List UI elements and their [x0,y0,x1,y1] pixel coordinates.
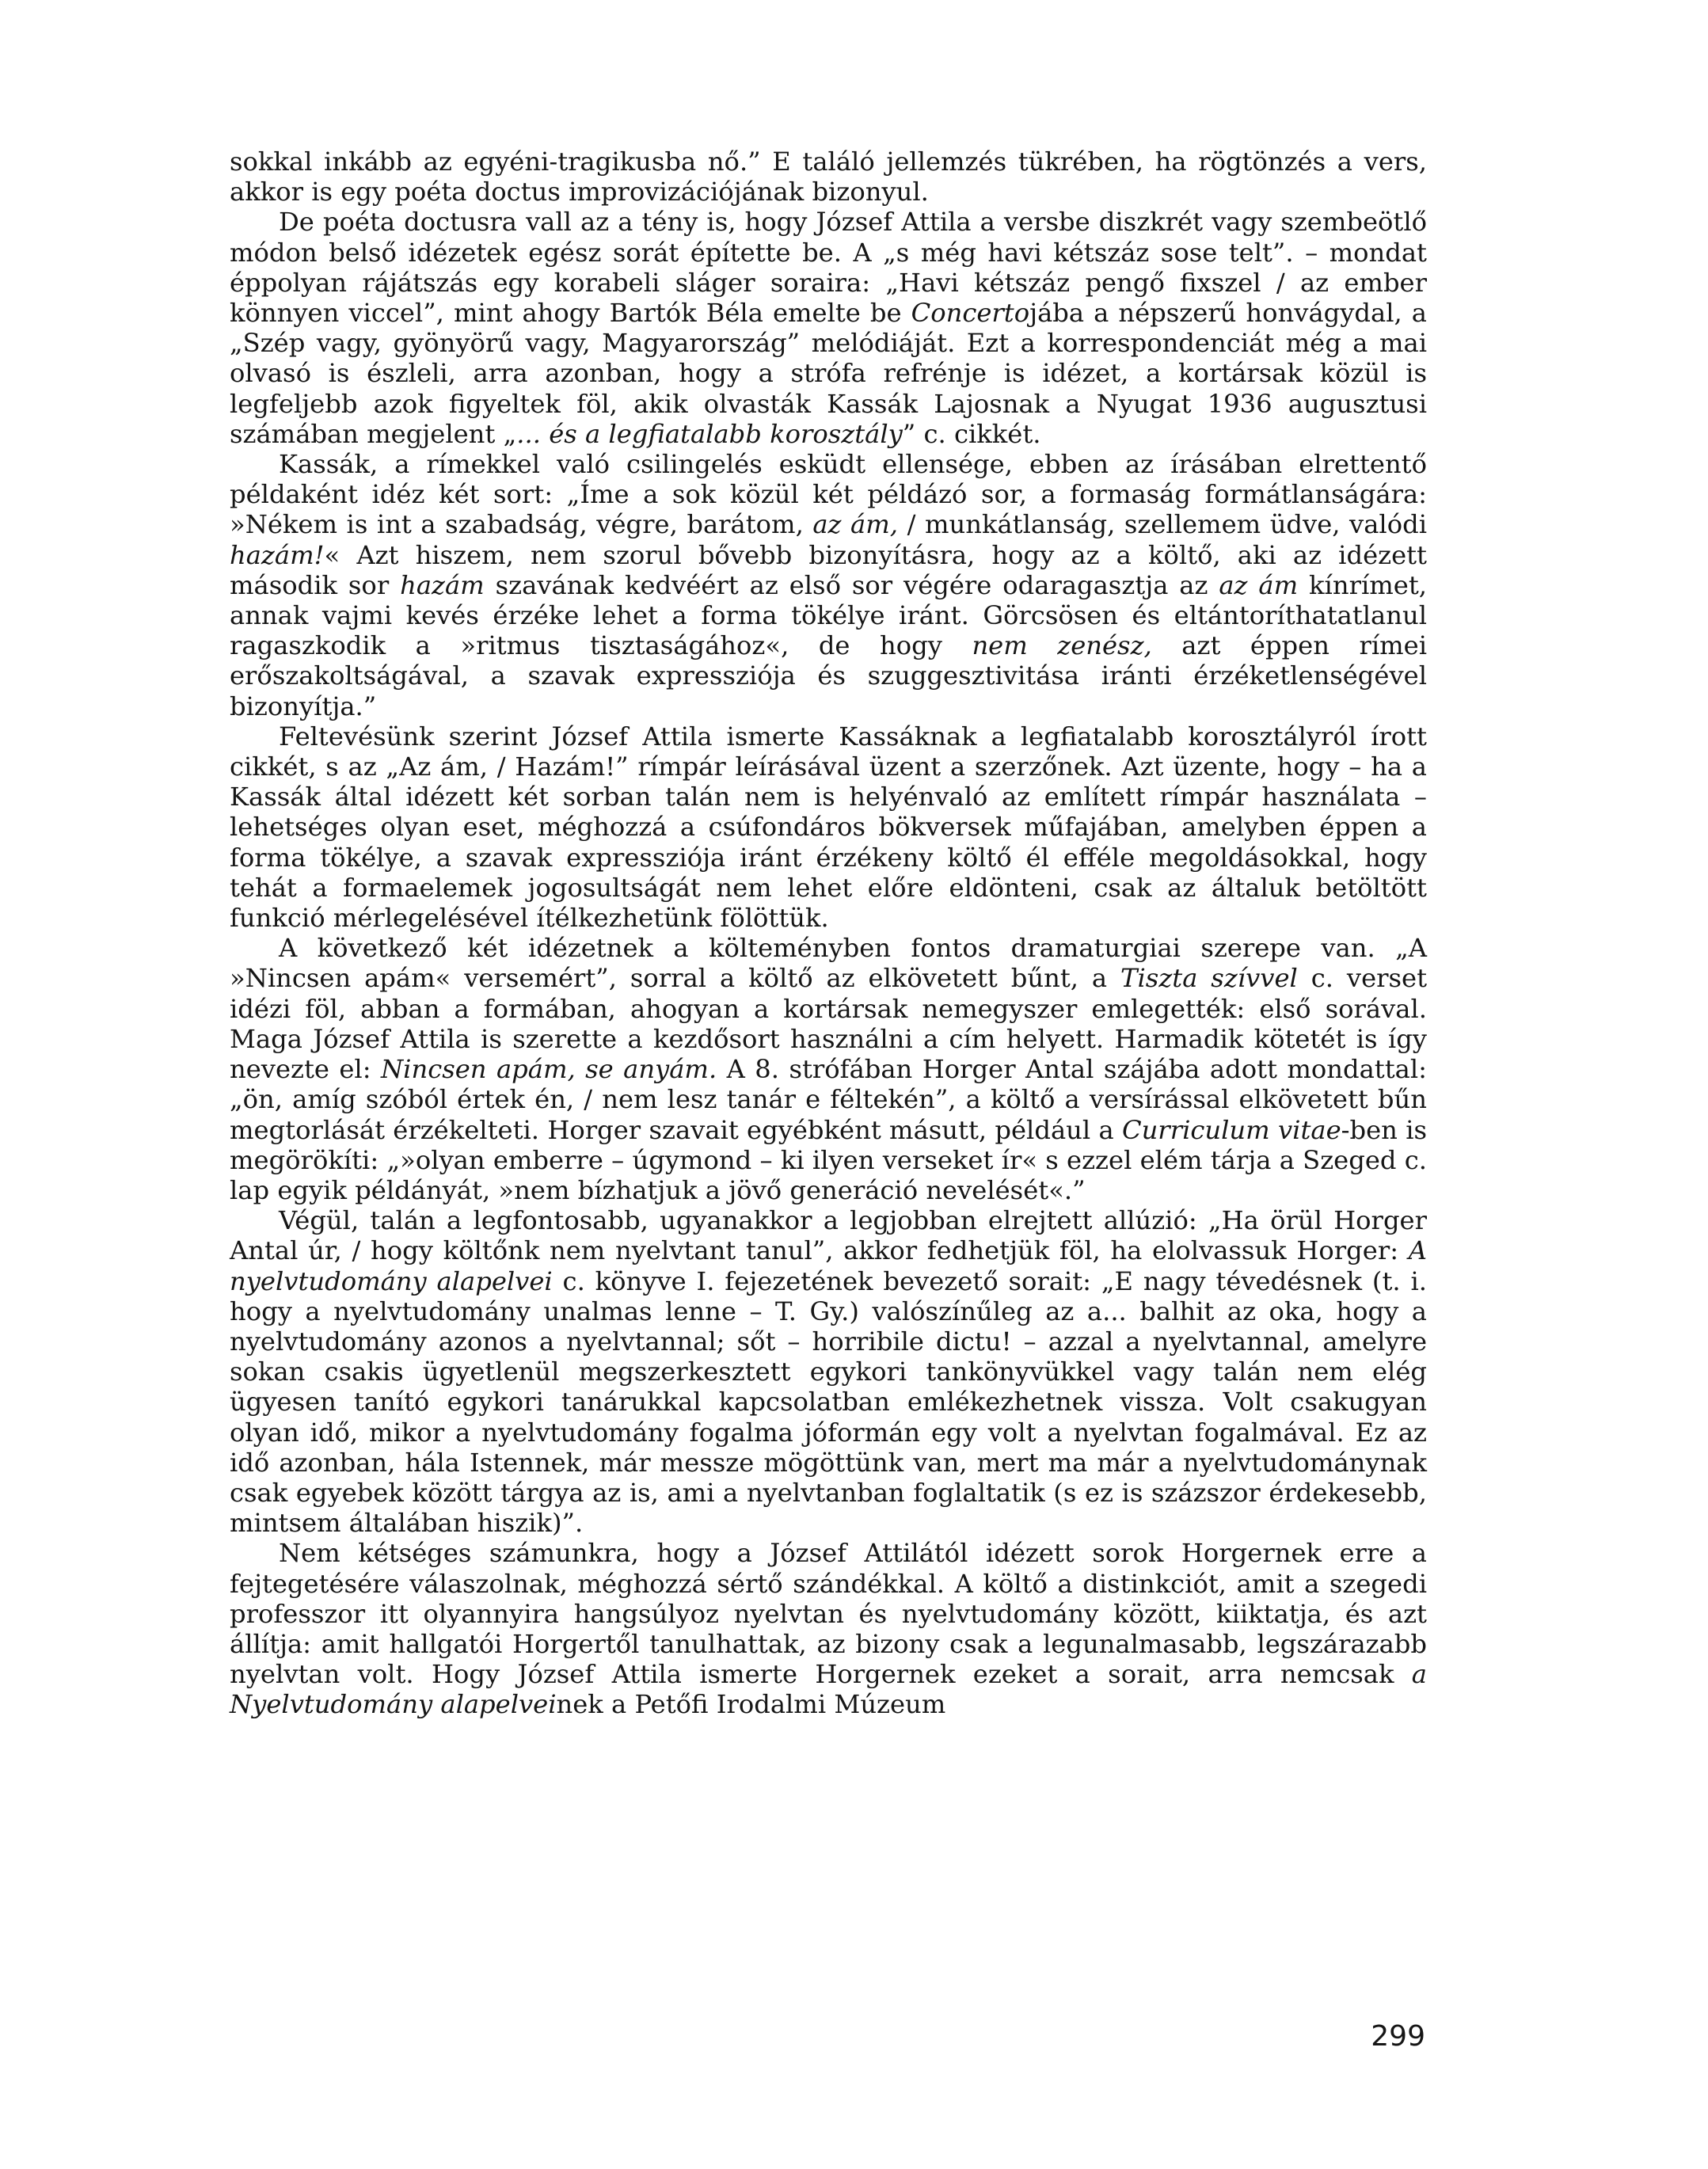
text-run: A következő két idézetnek a költeményben fontos dramaturgiai szerepe van. „A »Nincsen apám« versemért”, sorral a költő az elkövetett bűnt, a [230,933,1427,994]
text-run: Végül, talán a legfontosabb, ugyanakkor a legjobban elrejtett allúzió: „Ha örül Horger Antal úr, / hogy költőnk nem nyelvtant tanul”, akkor fedhetjük föl, ha elolvassuk Horger: [230,1205,1427,1266]
paragraph [230,933,1427,1205]
text-run: sokkal inkább az egyéni-tragikusba nő.” E találó jellemzés tükrében, ha rögtönzés a vers, akkor is egy poéta doctus improvizációjának bizonyul. [230,147,1427,207]
text-run: Nem kétséges számunkra, hogy a József Attilától idézett sorok Horgernek erre a fejtegetésére válaszolnak, méghozzá sértő szándékkal. A költő a distinkciót, amit a szegedi professzor itt olyannyira hangsúlyoz nyelvtan és nyelvtudomány között, kiiktatja, és azt állítja: amit hallgatói Horgertől tanulhattak, az bizony csak a legunalmasabb, legszárazabb nyelvtan volt. Hogy József Attila ismerte Horgernek ezeket a sorait, arra nemcsak [230,1538,1427,1690]
text-run: / munkátlanság, szellemem üdve, valódi [898,509,1427,540]
text-run: De poéta doctusra vall az a tény is, hogy József Attila a versbe diszkrét vagy szembeötlő módon belső idézetek egész sorát építette be. A „s még havi kétszáz sose telt”. – mondat éppolyan rájátszás egy korabeli sláger soraira: „Havi kétszáz pengő fixszel / az ember könnyen viccel”, mint ahogy Bartók Béla emelte be [230,207,1427,329]
italic-text: az ám, [812,509,899,540]
text-run: azt éppen rímei erőszakoltságával, a szavak expressziója és szuggesztivitása iránti érzéketlenségével bizonyítja.” [230,630,1428,721]
italic-text: Nincsen apám, se anyám. [381,1054,717,1085]
text-run: ” c. cikkét. [902,418,1041,449]
italic-text: ... és a legfiatalabb korosztály [516,418,903,449]
text-run: Kassák, a rímekkel való csilingelés esküdt ellensége, ebben az írásában elrettentő példaként idéz két sort: „Íme a sok közül két példázó sor, a formaság formátlanságára: »Nékem is int a szabadság, végre, barátom, [230,449,1427,540]
body-text [230,147,1427,1720]
page-number: 299 [1371,2020,1425,2053]
text-run: kínrímet, annak vajmi kevés érzéke lehet a forma tökélye iránt. Görcsösen és eltántoríthatatlanul ragaszkodik a »ritmus tisztaságához«, de hogy [230,569,1427,661]
italic-text: Tiszta szívvel [1120,963,1298,994]
text-run: nek a Petőfi Irodalmi Múzeum [556,1689,946,1720]
italic-text: A nyelvtudomány alapelvei [230,1235,1427,1296]
paragraph [230,1205,1427,1538]
italic-text: a Nyelvtudomány alapelvei [230,1659,1427,1720]
text-run: A 8. strófában Horger Antal szájába adott mondattal: „ön, amíg szóból értek én, / nem lesz tanár e féltekén”, a költő a versírással elkövetett bűn megtorlását érzékelteti. Horger szavait egyébként másutt, például a [230,1054,1428,1145]
italic-text: Concerto [911,298,1030,329]
text-run: « Azt hiszem, nem szorul bővebb bizonyításra, hogy az a költő, aki az idézett második sor [230,539,1427,600]
text-run: -ben is megörökíti: „»olyan emberre – úgymond – ki ilyen verseket ír« s ezzel elém tárja a Szeged c. lap egyik példányát, »nem bízhatjuk a jövő generáció nevelését«.” [230,1114,1428,1205]
text-run: Feltevésünk szerint József Attila ismerte Kassáknak a legfiatalabb korosztályról írott cikkét, s az „Az ám, / Hazám!” rímpár leírásával üzent a szerzőnek. Azt üzente, hogy – ha a Kassák által idézett két sorban talán nem is helyénvaló az említett rímpár használata – lehetséges olyan eset, méghozzá a csúfondáros bökversek műfajában, amelyben éppen a forma tökélye, a szavak expressziója iránt érzékeny költő él efféle megoldásokkal, hogy tehát a formaelemek jogosultságát nem lehet előre eldönteni, csak az általuk betöltött funkció mérlegelésével ítélkezhetünk fölöttük. [230,721,1427,934]
italic-text: hazám [400,569,485,600]
italic-text: hazám! [230,539,325,570]
text-run: szavának kedvéért az első sor végére odaragasztja az [484,569,1219,600]
text-run: jába a népszerű honvágydal, a „Szép vagy, gyönyörű vagy, Magyarország” melódiáját. Ezt a korrespondenciát még a mai olvasó is észleli, arra azonban, hogy a strófa refrénje is idézet, a kortársak közül is legfeljebb azok figyeltek föl, akik olvasták Kassák Lajosnak a Nyugat 1936 augusztusi számában megjelent „ [230,298,1427,449]
text-run: c. könyve I. fejezetének bevezető sorait: „E nagy tévedésnek (t. i. hogy a nyelvtudomány unalmas lenne – T. Gy.) valószínűleg az a... balhit az oka, hogy a nyelvtudomány azonos a nyelvtannal; sőt – horribile dictu! – azzal a nyelvtannal, amelyre sokan csakis ügyetlenül megszerkesztett egykori tankönyvükkel vagy talán nem elég ügyesen tanító egykori tanárukkal kapcsolatban emlékezhetnek vissza. Volt csakugyan olyan idő, mikor a nyelvtudomány fogalma jóformán egy volt a nyelvtan fogalmával. Ez az idő azonban, hála Istennek, már messze mögöttünk van, mert ma már a nyelvtudománynak csak egyebek között tárgya az is, ami a nyelvtanban foglaltatik (s ez is százszor érdekesebb, mintsem általában hiszik)”. [230,1265,1427,1539]
italic-text: Curriculum vitae [1121,1114,1341,1145]
paragraph [230,147,1427,207]
italic-text: nem zenész, [972,630,1152,661]
paragraph [230,207,1427,449]
text-run: c. verset idézi föl, abban a formában, ahogyan a kortársak nemegyszer emlegették: első sorával. Maga József Attila is szerette a kezdősort használni a cím helyett. Harmadik kötetét is így nevezte el: [230,963,1428,1085]
paragraph [230,721,1427,933]
paragraph [230,449,1427,721]
italic-text: az ám [1219,569,1299,600]
paragraph [230,1538,1427,1719]
